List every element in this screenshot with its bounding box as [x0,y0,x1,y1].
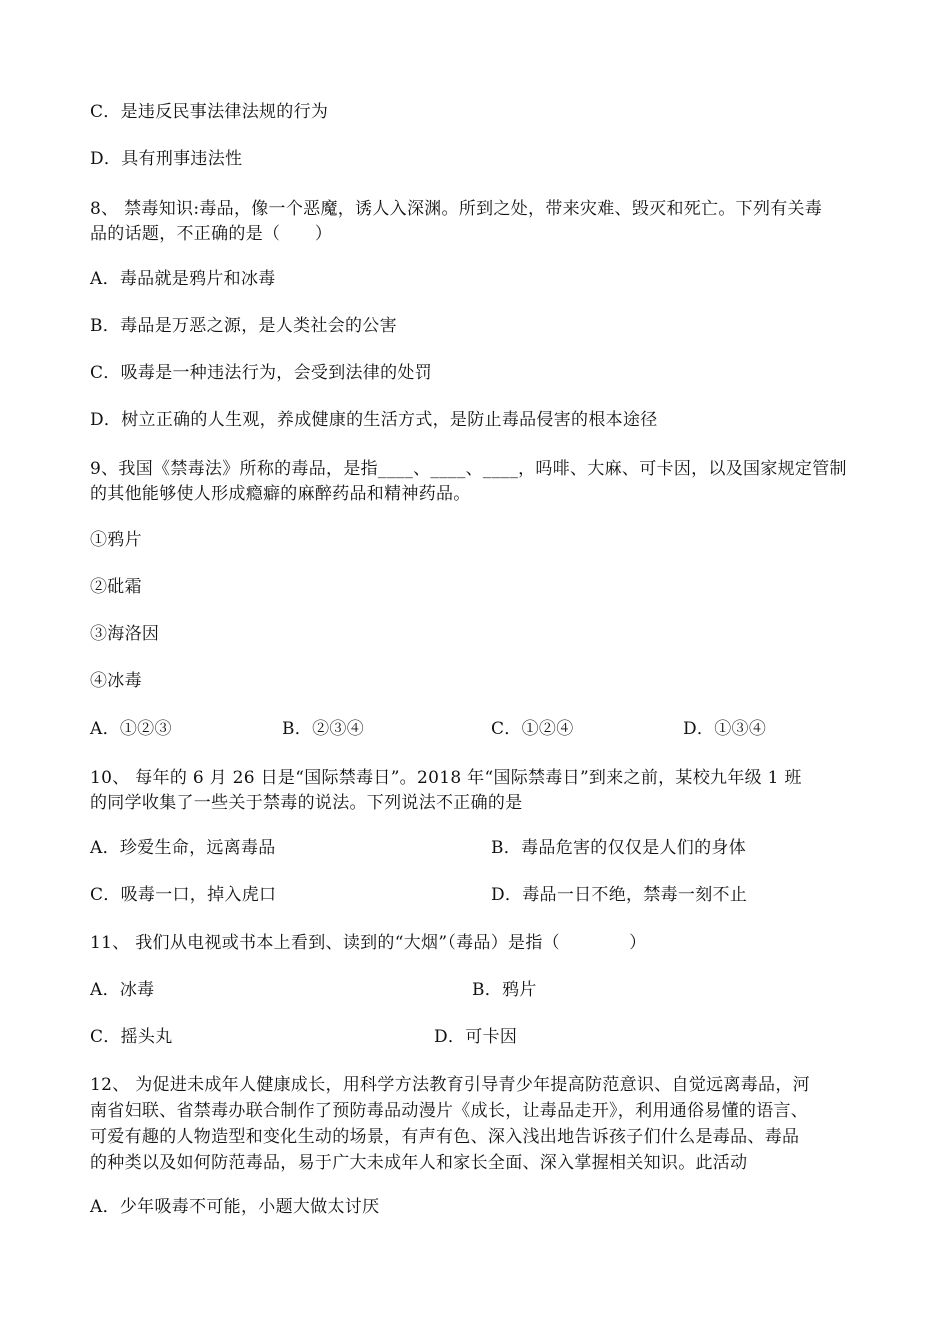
q9-stem-line1: 9、我国《禁毒法》所称的毒品，是指____、____、____，吗啡、大麻、可卡因，以及国家规定管制 [90,459,847,479]
q7-option-c: C．是违反民事法律法规的行为 [90,102,329,122]
q7-option-d: D．具有刑事违法性 [90,149,243,169]
q11-option-b: B．鸦片 [472,980,537,1000]
q10-option-b: B．毒品危害的仅仅是人们的身体 [491,838,746,858]
q12-stem-line3: 可爱有趣的人物造型和变化生动的场景，有声有色、深入浅出地告诉孩子们什么是毒品、毒品 [90,1127,800,1147]
q8-option-a: A．毒品就是鸦片和冰毒 [90,269,276,289]
q10-option-a: A．珍爱生命，远离毒品 [90,838,276,858]
q9-option-b: B．②③④ [282,719,364,739]
q8-stem-line2: 品的话题，不正确的是（ ） [90,224,333,244]
q10-option-c: C．吸毒一口，掉入虎口 [90,885,277,905]
q12-stem-line2: 南省妇联、省禁毒办联合制作了预防毒品动漫片《成长，让毒品走开》，利用通俗易懂的语言、 [90,1101,809,1121]
q12-stem-line4: 的种类以及如何防范毒品，易于广大未成年人和家长全面、深入掌握相关知识。此活动 [90,1153,748,1173]
q9-item-3: ③海洛因 [90,624,160,644]
q9-item-1: ①鸦片 [90,530,142,550]
q12-option-a: A．少年吸毒不可能，小题大做太讨厌 [90,1197,380,1217]
q11-option-a: A．冰毒 [90,980,155,1000]
q9-option-d: D．①③④ [683,719,767,739]
q12-stem-line1: 12、 为促进未成年人健康成长，用科学方法教育引导青少年提高防范意识、自觉远离毒品，河 [90,1075,810,1095]
q9-stem-line2: 的其他能够使人形成瘾癖的麻醉药品和精神药品。 [90,484,471,504]
q9-item-4: ④冰毒 [90,671,142,691]
q11-option-c: C．摇头丸 [90,1027,173,1047]
q10-stem-line2: 的同学收集了一些关于禁毒的说法。下列说法不正确的是 [90,793,523,813]
q8-stem-line1: 8、 禁毒知识:毒品，像一个恶魔，诱人入深渊。所到之处，带来灾难、毁灭和死亡。下列有关毒 [90,199,823,219]
q10-stem-line1: 10、 每年的 6 月 26 日是“国际禁毒日”。2018 年“国际禁毒日”到来之前，某校九年级 1 班 [90,768,802,788]
q11-stem: 11、 我们从电视或书本上看到、读到的“大烟”（毒品）是指（ ） [90,933,647,953]
q8-option-c: C．吸毒是一种违法行为，会受到法律的处罚 [90,363,433,383]
q9-option-a: A．①②③ [90,719,172,739]
q9-option-c: C．①②④ [491,719,574,739]
q9-item-2: ②砒霜 [90,577,142,597]
q10-option-d: D．毒品一日不绝，禁毒一刻不止 [491,885,748,905]
q8-option-b: B．毒品是万恶之源，是人类社会的公害 [90,316,397,336]
q11-option-d: D．可卡因 [434,1027,518,1047]
q8-option-d: D．树立正确的人生观，养成健康的生活方式，是防止毒品侵害的根本途径 [90,410,658,430]
